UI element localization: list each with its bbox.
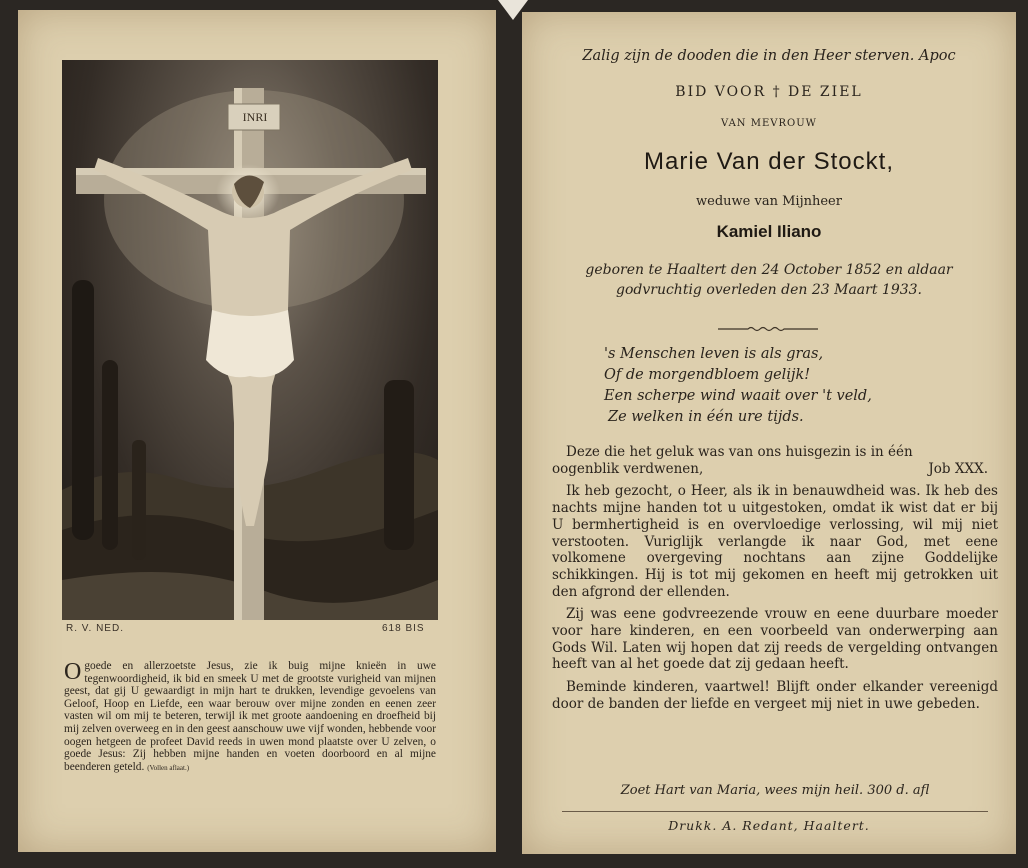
birth-line: geboren te Haaltert den 24 October 1852 en aldaar bbox=[585, 262, 953, 278]
husband-name: Kamiel Iliano bbox=[716, 222, 822, 241]
crucifixion-illustration bbox=[62, 60, 438, 620]
scripture-reference: Job XXX. bbox=[928, 460, 988, 477]
deceased-name: Marie Van der Stockt, bbox=[644, 148, 894, 175]
left-panel bbox=[18, 10, 496, 852]
image-caption-left: R. V. NED. bbox=[66, 623, 124, 634]
image-caption-right: 618 BIS bbox=[382, 623, 425, 634]
drop-cap: O bbox=[64, 659, 82, 685]
birth-death-details bbox=[522, 260, 1016, 300]
paragraph-4: Beminde kinderen, vaartwel! Blijft onder elkander vereenigd door de banden der liefde en vergeet mij niet in uwe gebeden. bbox=[552, 679, 998, 712]
paragraph-3: Zij was eene godvreezende vrouw en eene duurbare moeder voor hare kinderen, en een voorbeeld van onderwerping aan Gods Wil. Laten wij hopen dat zij reeds de vergelding ontvangen heeft van al het goede dat zij gedaan heeft. bbox=[552, 606, 998, 673]
right-panel bbox=[522, 12, 1016, 854]
paragraph-1-end bbox=[552, 461, 998, 478]
poem-line: Ze welken in één ure tijds. bbox=[608, 409, 804, 425]
divider-line bbox=[562, 811, 988, 812]
title-label: VAN MEVROUW bbox=[721, 118, 817, 129]
widow-label: weduwe van Mijnheer bbox=[696, 194, 842, 209]
crucifix-image bbox=[62, 60, 438, 620]
indulgence-note: (Vollen aflaat.) bbox=[147, 763, 190, 772]
prayer-body: goede en allerzoetste Jesus, zie ik buig mijne knieën in uwe tegenwoordigheid, ik bid en smeek U met de grootste vurigheid van mijnen geest, dat gij U gewaardigt in mijn hart te drukken, levendige gevoelens van Geloof, Hoop en Liefde, een waar berouw over mijne zonden en eenen zeer vasten wil om mij te beteren, terwijl ik met groote aandoening en droefheid bij mij zelven overweeg en in den geest aanschouw uwe vijf wonden, hebbende voor oogen hetgeen de profeet David reeds in uwen mond plaatste over U zelven, o goede Jesus: Zij hebben mijne handen en voeten doorboord en al mijne beenderen geteld. bbox=[64, 660, 436, 773]
memorial-text bbox=[552, 444, 998, 719]
inri-inscription: INRI bbox=[242, 110, 268, 124]
ornamental-divider bbox=[718, 324, 818, 334]
printer-credit: Drukk. A. Redant, Haaltert. bbox=[668, 818, 870, 833]
paragraph-2: Ik heb gezocht, o Heer, als ik in benauwdheid was. Ik heb des nachts mijne handen tot u uitgestoken, omdat ik wist dat er bij U bermhertigheid is en overvloedige verlossing, wil mij niet verstooten. Vuriglijk verlangde ik naar God, met eene volkomene overgeving nochtans aan zijne Goddelijke schikkingen. Hij is tot mij gekomen en heeft mij getrokken uit den afgrond der ellenden. bbox=[552, 483, 998, 600]
scripture-quote: Zalig zijn de dooden die in den Heer sterven. Apoc bbox=[582, 48, 956, 64]
paragraph-1: Deze die het geluk was van ons huisgezin is in één bbox=[566, 444, 913, 460]
indulgence-prayer: Zoet Hart van Maria, wees mijn heil. 300 d. afl bbox=[620, 783, 930, 798]
prayer-text bbox=[64, 660, 436, 774]
death-line: godvruchtig overleden den 23 Maart 1933. bbox=[616, 282, 922, 298]
poem bbox=[604, 344, 872, 428]
paragraph-1-line2: oogenblik verdwenen, bbox=[552, 460, 704, 477]
poem-line: 's Menschen leven is als gras, bbox=[604, 346, 824, 362]
poem-line: Een scherpe wind waait over 't veld, bbox=[604, 388, 872, 404]
prayer-request: BID VOOR † DE ZIEL bbox=[675, 84, 863, 100]
poem-line: Of de morgendbloem gelijk! bbox=[604, 367, 811, 383]
